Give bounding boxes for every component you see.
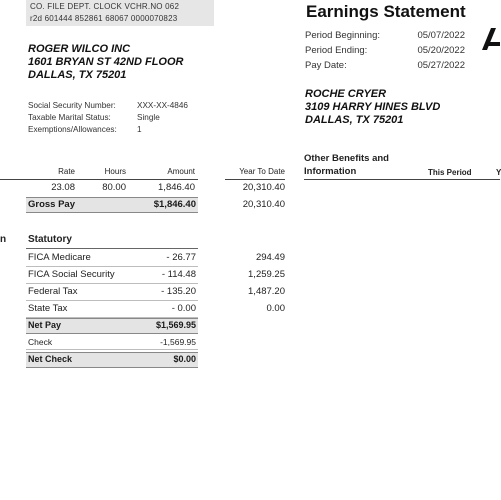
deduction-amount: - 114.48 [161, 269, 196, 280]
deduction-label: Federal Tax [28, 286, 78, 297]
pay-date-label: Pay Date: [305, 60, 347, 71]
net-check-label: Net Check [28, 354, 73, 364]
net-check-row [26, 352, 198, 368]
marital-status-value: Single [137, 113, 160, 122]
deduction-row [26, 267, 198, 284]
deduction-label: FICA Medicare [28, 252, 91, 263]
check-amount: -1,569.95 [160, 337, 196, 347]
deduction-row [26, 301, 198, 318]
this-period-header: This Period [428, 168, 472, 177]
other-benefits-title [304, 153, 389, 178]
earnings-hours-header: Hours [104, 167, 126, 176]
company-logo-icon [480, 26, 500, 52]
exemptions-value: 1 [137, 125, 142, 134]
employee-address-2: DALLAS, TX 75201 [305, 114, 404, 126]
earnings-header-rule [0, 179, 198, 180]
statutory-rule [26, 248, 198, 249]
statement-title: Earnings Statement [306, 2, 466, 21]
codes-values: r2d 601444 852861 68067 0000070823 [30, 14, 178, 23]
deduction-ytd: 1,259.25 [248, 269, 285, 280]
deduction-amount: - 135.20 [161, 286, 196, 297]
gross-pay-label: Gross Pay [28, 199, 75, 210]
earnings-rate-header: Rate [58, 167, 75, 176]
other-benefits-title-line1: Other Benefits and [304, 153, 389, 164]
deduction-row [26, 250, 198, 267]
check-row [26, 335, 198, 350]
deduction-row [26, 284, 198, 301]
check-label: Check [28, 337, 53, 347]
marital-status-label: Taxable Marital Status: [28, 113, 111, 122]
gross-pay-row [26, 197, 198, 213]
deductions-left-fragment: n [0, 234, 7, 245]
earnings-rate: 23.08 [51, 182, 75, 193]
statutory-section-label: Statutory [28, 234, 72, 245]
deduction-ytd: 294.49 [255, 252, 285, 263]
earnings-hours: 80.00 [102, 182, 126, 193]
employer-address-1: 1601 BRYAN ST 42ND FLOOR [28, 56, 184, 68]
period-beginning-value: 05/07/2022 [417, 30, 465, 41]
employer-name: ROGER WILCO INC [28, 43, 131, 55]
other-benefits-title-line2: Information [304, 165, 357, 177]
earnings-ytd-header: Year To Date [239, 167, 285, 176]
employee-address-1: 3109 HARRY HINES BLVD [305, 101, 441, 113]
net-check-amount: $0.00 [173, 354, 196, 364]
employer-address-2: DALLAS, TX 75201 [28, 69, 127, 81]
ssn-value: XXX-XX-4846 [137, 101, 188, 110]
codes-labels: CO. FILE DEPT. CLOCK VCHR.NO 062 [30, 2, 180, 11]
period-ending-label: Period Ending: [305, 45, 368, 56]
net-pay-label: Net Pay [28, 320, 62, 330]
net-pay-amount: $1,569.95 [155, 320, 196, 330]
deduction-label: State Tax [28, 303, 68, 314]
earnings-ytd-rule [225, 179, 285, 180]
gross-pay-amount: $1,846.40 [153, 199, 196, 210]
earnings-amount-header: Amount [167, 167, 195, 176]
deduction-amount: - 0.00 [171, 303, 196, 314]
deduction-ytd: 1,487.20 [248, 286, 285, 297]
pay-date-value: 05/27/2022 [417, 60, 465, 71]
deduction-amount: - 26.77 [166, 252, 196, 263]
earnings-amount: 1,846.40 [158, 182, 195, 193]
other-benefits-rule [304, 179, 500, 180]
gross-pay-ytd: 20,310.40 [242, 199, 285, 210]
deduction-label: FICA Social Security [28, 269, 115, 280]
deduction-ytd: 0.00 [266, 303, 285, 314]
exemptions-label: Exemptions/Allowances: [28, 125, 117, 134]
other-benefits-cut-header: Y [496, 168, 501, 177]
net-pay-row [26, 318, 198, 334]
codes-box [26, 0, 214, 26]
earnings-ytd: 20,310.40 [242, 182, 285, 193]
employee-name: ROCHE CRYER [305, 88, 387, 100]
period-beginning-label: Period Beginning: [305, 30, 380, 41]
ssn-label: Social Security Number: [28, 101, 116, 110]
period-ending-value: 05/20/2022 [417, 45, 465, 56]
